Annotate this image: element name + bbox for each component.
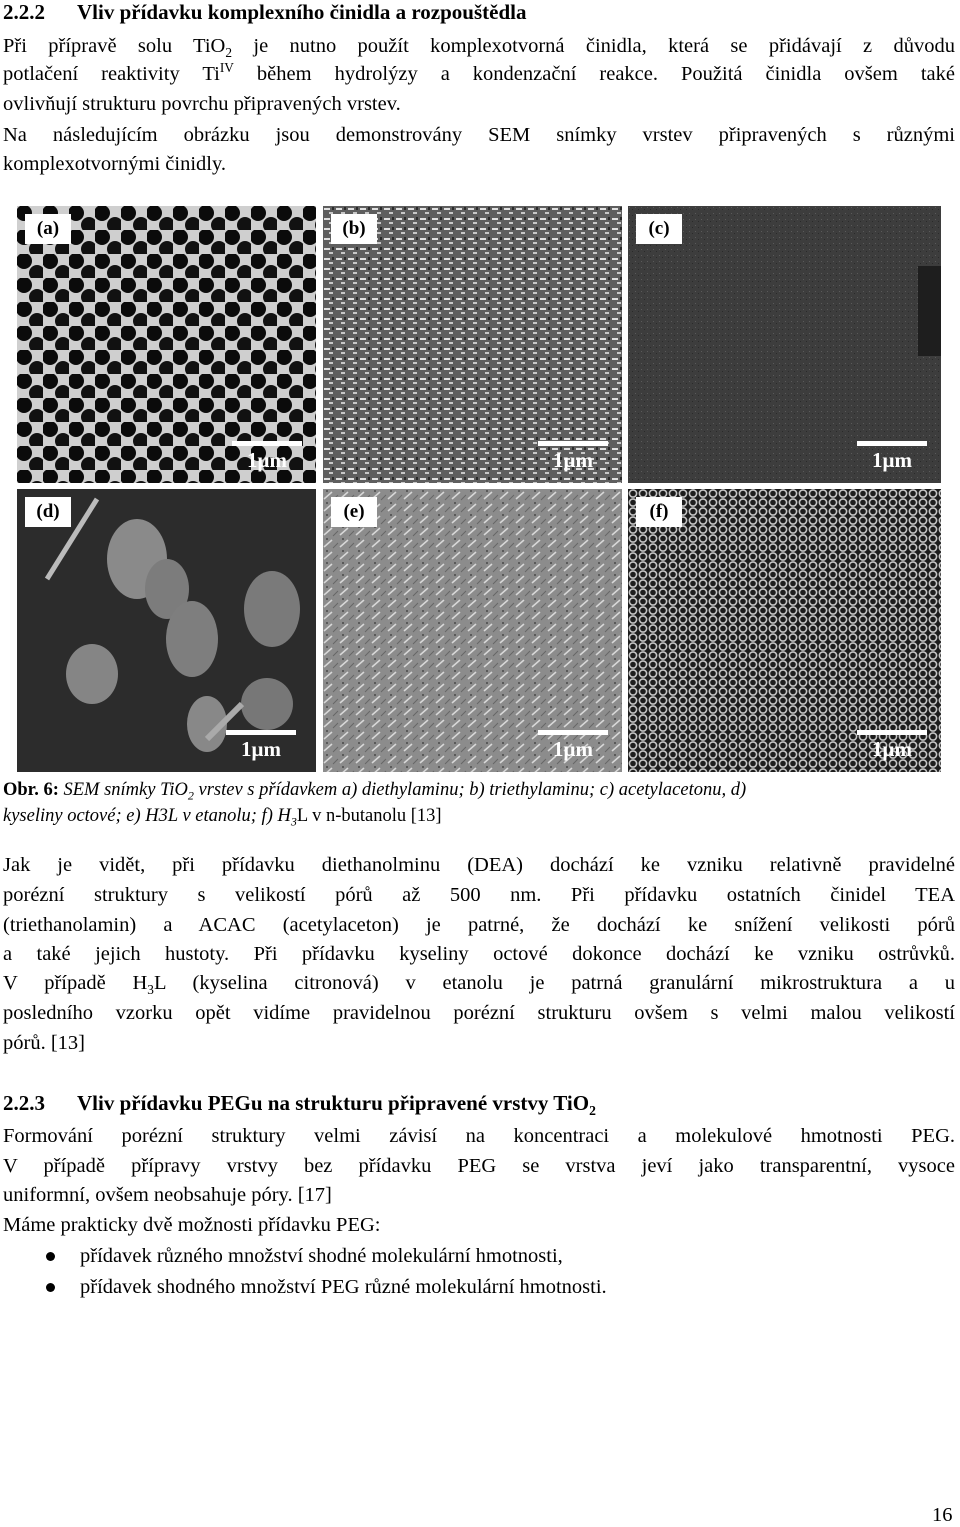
para2-line-3: (triethanolamin) a ACAC (acetylaceton) je patrné, že dochází ke snížení velikosti pórů [3, 914, 955, 936]
panel-label-e: (e) [331, 497, 377, 527]
para2-line-5: V případě $H_3L$ (kyselina citronová) v etanolu je patrná granulární mikrostruktura a u [3, 972, 955, 998]
panel-label-d: (d) [25, 497, 71, 527]
section-number: 2.2.2 [3, 0, 45, 24]
sem-panel-c [628, 206, 941, 483]
panel-label-f: (f) [636, 497, 682, 527]
intro-line-3: ovlivňují strukturu povrchu připravených vrstev. [3, 93, 401, 115]
sem-panel-e [323, 489, 622, 772]
bullet-icon [46, 1252, 55, 1261]
scale-bar-a: 1μm [232, 441, 302, 473]
para2-line-7: pórů. [13] [3, 1032, 85, 1054]
figure-caption-line-1: Obr. 6: SEM snímky TiO$_2$ vrstev s přídavkem a) diethylaminu; b) triethylaminu; c) acetylacetonu, d) [3, 780, 747, 803]
panel-label-c: (c) [636, 214, 682, 244]
para3-line-1: Formování porézní struktury velmi závisí na koncentraci a molekulové hmotnosti PEG. [3, 1125, 955, 1147]
para3-line-2: V případě přípravy vrstvy bez přídavku PEG se vrstva jeví jako transparentní, vysoce [3, 1155, 955, 1177]
scale-bar-d: 1μm [226, 730, 296, 762]
list-item-text: přídavek shodného množství PEG různé molekulární hmotnosti. [80, 1276, 607, 1298]
sem-panel-f [628, 489, 941, 772]
sem-panel-b [323, 206, 622, 483]
panel-label-a: (a) [25, 214, 71, 244]
intro-line-4: Na následujícím obrázku jsou demonstrovány SEM snímky vrstev připravených s různými [3, 124, 955, 146]
bullet-icon [46, 1283, 55, 1292]
scale-bar-b: 1μm [538, 441, 608, 473]
para3-line-4: Máme prakticky dvě možnosti přídavku PEG: [3, 1214, 381, 1236]
scale-bar-e: 1μm [538, 730, 608, 762]
sem-panel-a [17, 206, 316, 483]
sem-panel-d [17, 489, 316, 772]
scale-bar-f: 1μm [857, 730, 927, 762]
panel-label-b: (b) [331, 214, 377, 244]
para2-line-2: porézní struktury s velikostí pórů až 500 nm. Při přídavku ostatních činidel TEA [3, 884, 955, 906]
figure-caption-line-2: kyseliny octové; e) H3L v etanolu; f) $H_3L$ v n-butanolu [13] [3, 806, 442, 829]
section-heading-2-2-2 [3, 0, 526, 24]
para3-line-3: uniformní, ovšem neobsahuje póry. [17] [3, 1184, 332, 1206]
para2-line-4: a také jejich hustoty. Při přídavku kyseliny octové dokonce dochází ke vzniku ostrůvků. [3, 943, 955, 965]
scale-bar-c: 1μm [857, 441, 927, 473]
section-number: 2.2.3 [3, 1091, 45, 1115]
intro-line-1: Při přípravě solu TiO$_2$ je nutno použít komplexotvorná činidla, která se přidávají z důvodu [3, 35, 955, 61]
para2-line-6: posledního vzorku opět vidíme pravidelnou porézní strukturu ovšem s velmi malou velikostí [3, 1002, 955, 1024]
page-number: 16 [932, 1504, 953, 1526]
section-heading-2-2-3: 2.2.3 Vliv přídavku PEGu na strukturu připravené vrstvy TiO$_2$ [3, 1091, 596, 1119]
intro-line-5: komplexotvornými činidly. [3, 153, 227, 175]
intro-line-2: potlačení reaktivity $Ti^{IV}$ během hydrolýzy a kondenzační reakce. Použitá činidla ovšem také [3, 60, 955, 85]
section-title: Vliv přídavku PEGu na strukturu připravené vrstvy TiO [77, 1091, 590, 1115]
para2-line-1: Jak je vidět, při přídavku diethanolminu (DEA) dochází ke vzniku relativně pravidelné [3, 854, 955, 876]
list-item-text: přídavek různého množství shodné molekulární hmotnosti, [80, 1245, 563, 1267]
section-title: Vliv přídavku komplexního činidla a rozpouštědla [77, 0, 527, 24]
